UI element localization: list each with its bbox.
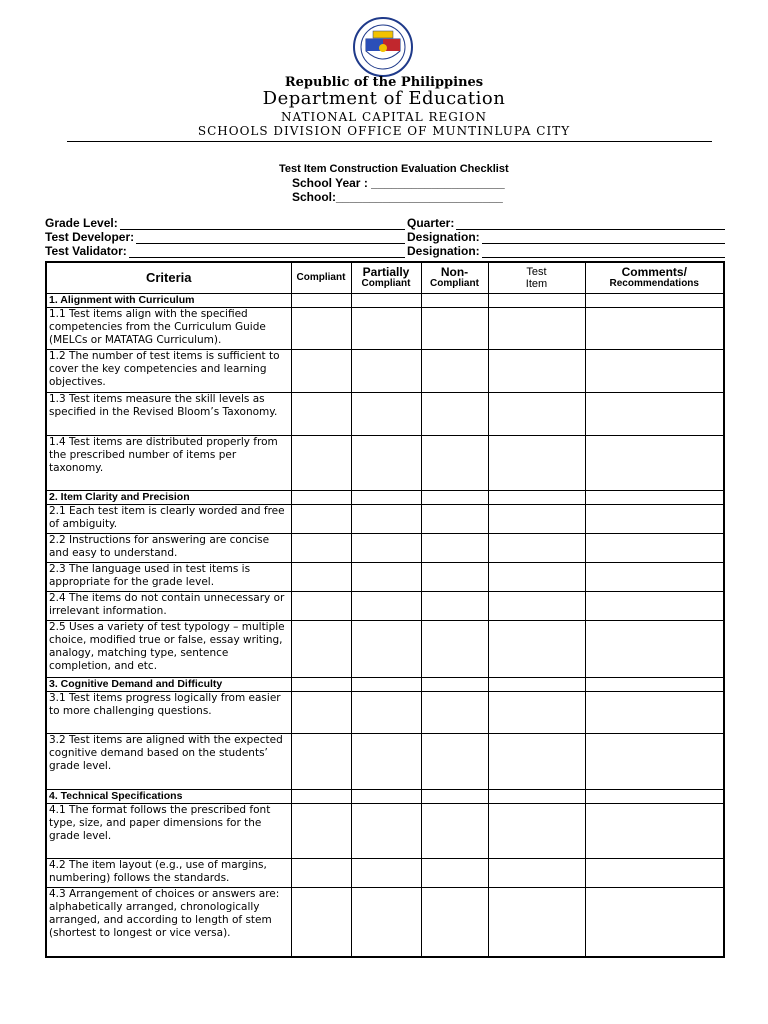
partially-compliant-cell[interactable] [351,307,421,349]
partially-compliant-cell[interactable] [351,435,421,490]
partially-compliant-cell[interactable] [351,349,421,392]
criteria-text: 3.1 Test items progress logically from easier to more challenging questions. [46,691,291,733]
partially-compliant-cell[interactable] [351,887,421,957]
criteria-text: 2.3 The language used in test items is appropriate for the grade level. [46,562,291,591]
section-row [46,490,724,504]
comments-cell[interactable] [585,533,724,562]
criteria-row [46,858,724,887]
compliant-cell[interactable] [291,349,351,392]
partially-compliant-cell[interactable] [351,789,421,803]
non-compliant-cell[interactable] [421,293,488,307]
test-item-cell[interactable] [488,392,585,435]
designation-label-1: Designation: [407,230,480,244]
comments-cell[interactable] [585,858,724,887]
department-heading: Department of Education [262,88,506,109]
comments-cell[interactable] [585,562,724,591]
grade-level-blank[interactable] [120,219,405,230]
non-compliant-cell[interactable] [421,803,488,858]
compliant-cell[interactable] [291,307,351,349]
criteria-text: 1.4 Test items are distributed properly from the prescribed number of items per taxonomy. [46,435,291,490]
non-compliant-cell[interactable] [421,504,488,533]
criteria-text: 2.5 Uses a variety of test typology – multiple choice, modified true or false, essay writing, analogy, matching type, sentence completion, and etc. [46,620,291,677]
partially-compliant-cell[interactable] [351,562,421,591]
compliant-cell[interactable] [291,691,351,733]
school-field: School:_________________________ [292,190,503,204]
test-item-cell[interactable] [488,533,585,562]
test-item-cell[interactable] [488,733,585,789]
deped-seal-logo [340,17,426,77]
test-validator-field [45,244,405,258]
criteria-row [46,803,724,858]
comments-cell[interactable] [585,349,724,392]
compliant-cell[interactable] [291,677,351,691]
test-developer-field [45,230,405,244]
compliant-cell[interactable] [291,293,351,307]
partially-compliant-cell[interactable] [351,858,421,887]
document-title: Test Item Construction Evaluation Checklist [279,163,509,175]
test-item-cell[interactable] [488,293,585,307]
test-developer-blank[interactable] [136,233,405,244]
section-title: 2. Item Clarity and Precision [46,490,291,504]
criteria-row [46,733,724,789]
comments-cell[interactable] [585,887,724,957]
criteria-row [46,392,724,435]
grade-level-label: Grade Level: [45,216,118,230]
compliant-cell[interactable] [291,887,351,957]
non-compliant-cell[interactable] [421,691,488,733]
comments-cell[interactable] [585,803,724,858]
partially-compliant-cell[interactable] [351,490,421,504]
school-year-field: School Year : ____________________ [292,176,505,190]
comments-cell[interactable] [585,691,724,733]
partially-compliant-cell[interactable] [351,733,421,789]
criteria-text: 1.2 The number of test items is sufficient to cover the key competencies and learning objectives. [46,349,291,392]
designation-field-1 [407,230,725,244]
criteria-row [46,504,724,533]
non-compliant-cell[interactable] [421,789,488,803]
criteria-text: 3.2 Test items are aligned with the expected cognitive demand based on the students’ grade level. [46,733,291,789]
designation-field-2 [407,244,725,258]
non-compliant-cell[interactable] [421,591,488,620]
compliant-cell[interactable] [291,392,351,435]
comments-cell[interactable] [585,307,724,349]
quarter-blank[interactable] [456,219,725,230]
region-heading: NATIONAL CAPITAL REGION [281,110,487,124]
test-item-cell[interactable] [488,677,585,691]
table-header-row [46,262,724,293]
criteria-text: 4.1 The format follows the prescribed font type, size, and paper dimensions for the grade level. [46,803,291,858]
test-item-cell[interactable] [488,562,585,591]
section-title: 1. Alignment with Curriculum [46,293,291,307]
test-item-cell[interactable] [488,591,585,620]
criteria-row [46,591,724,620]
criteria-row [46,562,724,591]
criteria-row [46,349,724,392]
test-item-cell[interactable] [488,307,585,349]
evaluation-checklist-table [45,261,725,958]
non-compliant-cell[interactable] [421,887,488,957]
criteria-text: 2.1 Each test item is clearly worded and free of ambiguity. [46,504,291,533]
partially-compliant-cell[interactable] [351,803,421,858]
test-item-cell[interactable] [488,620,585,677]
test-validator-label: Test Validator: [45,244,127,258]
criteria-header: Criteria [46,262,291,293]
compliant-cell[interactable] [291,490,351,504]
partially-compliant-cell[interactable] [351,620,421,677]
partially-compliant-cell[interactable] [351,591,421,620]
compliant-cell[interactable] [291,504,351,533]
compliant-cell[interactable] [291,733,351,789]
criteria-row [46,691,724,733]
comments-cell[interactable] [585,490,724,504]
criteria-text: 4.2 The item layout (e.g., use of margins, numbering) follows the standards. [46,858,291,887]
test-item-cell[interactable] [488,490,585,504]
comments-header: Comments/ Recommendations [585,262,724,293]
comments-cell[interactable] [585,620,724,677]
non-compliant-cell[interactable] [421,533,488,562]
non-compliant-cell[interactable] [421,349,488,392]
grade-level-field [45,216,405,230]
test-item-cell[interactable] [488,803,585,858]
designation-label-2: Designation: [407,244,480,258]
non-compliant-cell[interactable] [421,562,488,591]
criteria-text: 1.3 Test items measure the skill levels as specified in the Revised Bloom’s Taxonomy. [46,392,291,435]
non-compliant-cell[interactable] [421,307,488,349]
criteria-text: 1.1 Test items align with the specified competencies from the Curriculum Guide (MELCs or MATATAG Curriculum). [46,307,291,349]
compliant-cell[interactable] [291,620,351,677]
non-compliant-cell[interactable] [421,733,488,789]
comments-cell[interactable] [585,293,724,307]
section-title: 4. Technical Specifications [46,789,291,803]
criteria-text: 2.4 The items do not contain unnecessary or irrelevant information. [46,591,291,620]
comments-cell[interactable] [585,677,724,691]
partially-compliant-header: Partially Compliant [351,262,421,293]
designation-blank-1[interactable] [482,233,725,244]
comments-cell[interactable] [585,733,724,789]
criteria-row [46,435,724,490]
partially-compliant-cell[interactable] [351,677,421,691]
compliant-cell[interactable] [291,789,351,803]
republic-heading: Republic of the Philippines [284,75,484,90]
quarter-label: Quarter: [407,216,455,230]
criteria-text: 2.2 Instructions for answering are concise and easy to understand. [46,533,291,562]
partially-compliant-cell[interactable] [351,392,421,435]
partially-compliant-cell[interactable] [351,293,421,307]
division-heading: SCHOOLS DIVISION OFFICE OF MUNTINLUPA CITY [197,124,571,138]
comments-cell[interactable] [585,504,724,533]
test-developer-label: Test Developer: [45,230,135,244]
compliant-header: Compliant [291,262,351,293]
non-compliant-cell[interactable] [421,490,488,504]
criteria-row [46,307,724,349]
comments-cell[interactable] [585,392,724,435]
non-compliant-cell[interactable] [421,392,488,435]
quarter-field [407,216,725,230]
criteria-text: 4.3 Arrangement of choices or answers are: alphabetically arranged, chronologically arranged, and according to length of stem (shortest to longest or vice versa). [46,887,291,957]
comments-cell[interactable] [585,591,724,620]
criteria-row [46,533,724,562]
test-item-cell[interactable] [488,691,585,733]
compliant-cell[interactable] [291,435,351,490]
test-item-cell[interactable] [488,858,585,887]
non-compliant-header: Non- Compliant [421,262,488,293]
partially-compliant-cell[interactable] [351,533,421,562]
test-item-header: Test Item [488,262,585,293]
section-row [46,789,724,803]
comments-cell[interactable] [585,789,724,803]
test-item-cell[interactable] [488,789,585,803]
non-compliant-cell[interactable] [421,435,488,490]
compliant-cell[interactable] [291,858,351,887]
criteria-row [46,887,724,957]
partially-compliant-cell[interactable] [351,504,421,533]
partially-compliant-cell[interactable] [351,691,421,733]
non-compliant-cell[interactable] [421,858,488,887]
header-divider [67,141,712,142]
non-compliant-cell[interactable] [421,620,488,677]
designation-blank-2[interactable] [482,247,725,258]
comments-cell[interactable] [585,435,724,490]
compliant-cell[interactable] [291,803,351,858]
test-validator-blank[interactable] [129,247,405,258]
test-item-cell[interactable] [488,887,585,957]
table-body [46,293,724,957]
compliant-cell[interactable] [291,533,351,562]
section-row [46,677,724,691]
criteria-row [46,620,724,677]
test-item-cell[interactable] [488,349,585,392]
section-title: 3. Cognitive Demand and Difficulty [46,677,291,691]
non-compliant-cell[interactable] [421,677,488,691]
test-item-cell[interactable] [488,504,585,533]
test-item-cell[interactable] [488,435,585,490]
section-row [46,293,724,307]
compliant-cell[interactable] [291,562,351,591]
compliant-cell[interactable] [291,591,351,620]
